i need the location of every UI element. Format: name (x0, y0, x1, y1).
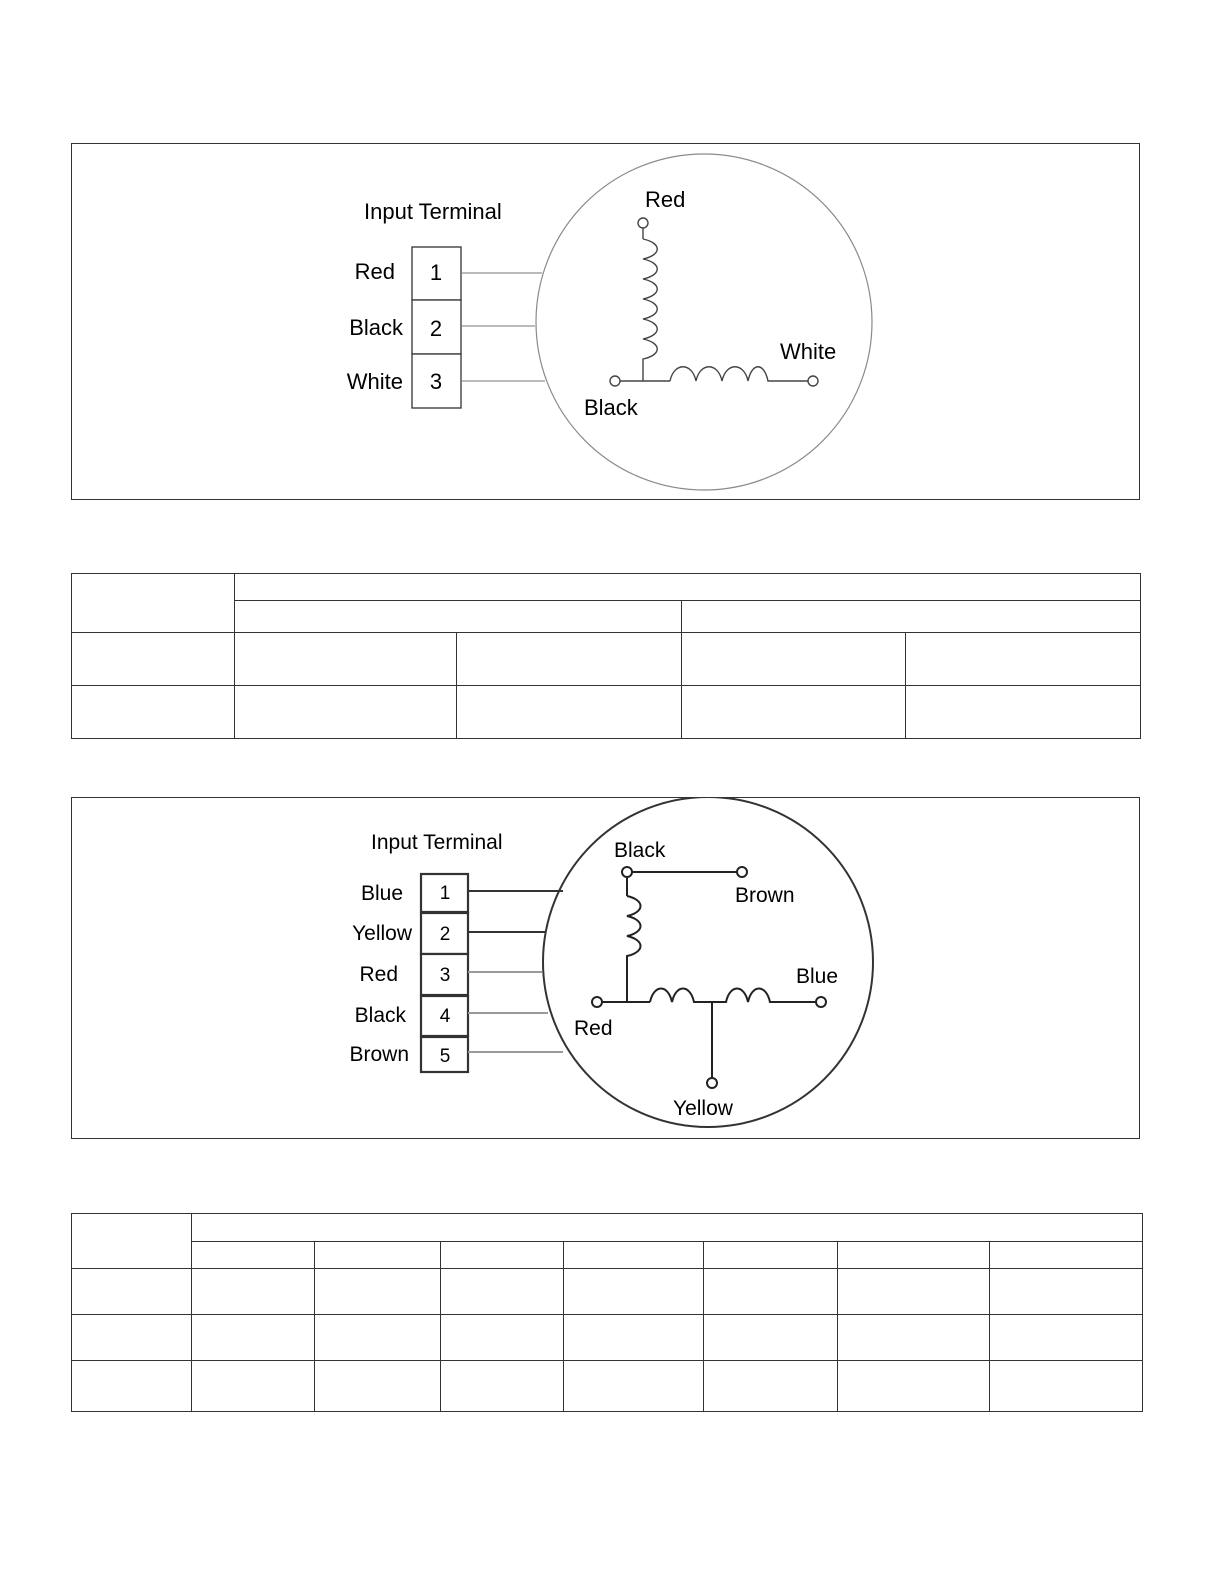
table-cell (990, 1361, 1143, 1412)
table-cell (457, 633, 682, 686)
terminal-label-2: Yellow (352, 922, 412, 945)
input-terminal-title: Input Terminal (364, 199, 502, 224)
table-cell (564, 1315, 704, 1361)
table-row (72, 1242, 1143, 1269)
terminal-number-2: 2 (439, 924, 451, 945)
left-horizontal-coil (650, 989, 712, 1003)
terminal-number-1: 1 (439, 883, 451, 904)
terminal-label-3: Red (359, 963, 398, 986)
table-row (72, 1315, 1143, 1361)
table-cell (838, 1242, 990, 1269)
terminal-leads (461, 273, 545, 381)
wiring-diagram-3-wire (71, 143, 1140, 500)
table-cell (838, 1269, 990, 1315)
table-row (72, 1269, 1143, 1315)
table-cell (315, 1269, 441, 1315)
red-node (592, 997, 602, 1007)
table-cell (682, 686, 906, 739)
table-cell (682, 601, 1141, 633)
wiring-diagram-3-wire-svg (72, 144, 1141, 501)
table-cell (441, 1361, 564, 1412)
motor-label-red: Red (574, 1017, 613, 1040)
data-table-2 (71, 1213, 1143, 1412)
black-node (610, 376, 620, 386)
terminal-number-3: 3 (429, 369, 443, 394)
terminal-number-1: 1 (429, 260, 443, 285)
terminal-label-1: Blue (360, 882, 403, 905)
terminal-number-3: 3 (439, 965, 451, 986)
table-cell (441, 1315, 564, 1361)
table-cell (704, 1242, 838, 1269)
motor-label-yellow: Yellow (673, 1097, 733, 1120)
table-cell (441, 1269, 564, 1315)
table-cell (192, 1315, 315, 1361)
table-cell (906, 633, 1141, 686)
table-cell (315, 1361, 441, 1412)
table-cell (990, 1315, 1143, 1361)
vertical-coil (627, 896, 641, 1002)
right-horizontal-coil (712, 989, 816, 1003)
table-cell (990, 1242, 1143, 1269)
table-cell (72, 1269, 192, 1315)
table-cell (72, 1214, 192, 1269)
wiring-diagram-5-wire-svg (72, 798, 1141, 1140)
input-terminal-title: Input Terminal (371, 831, 503, 854)
motor-housing-circle (543, 798, 873, 1127)
motor-label-black: Black (584, 395, 638, 420)
table-cell (72, 574, 235, 633)
table-cell (682, 633, 906, 686)
table-cell (192, 1269, 315, 1315)
terminal-number-2: 2 (429, 316, 443, 341)
motor-label-blue: Blue (796, 965, 839, 988)
table-cell (315, 1315, 441, 1361)
terminal-label-5: Brown (349, 1043, 409, 1066)
table-cell (72, 1315, 192, 1361)
motor-housing-circle (536, 154, 872, 490)
table-row (72, 1361, 1143, 1412)
motor-label-black: Black (614, 839, 666, 862)
horizontal-coil (670, 367, 808, 381)
motor-label-white: White (780, 339, 837, 364)
white-node (808, 376, 818, 386)
wiring-diagram-5-wire (71, 797, 1140, 1139)
table-cell (704, 1315, 838, 1361)
red-node (638, 218, 648, 228)
blue-node (816, 997, 826, 1007)
table-cell (704, 1269, 838, 1315)
table-cell (72, 1361, 192, 1412)
brown-node (737, 867, 747, 877)
table-cell (564, 1242, 704, 1269)
terminal-label-3: White (346, 369, 403, 394)
terminal-label-2: Black (349, 315, 403, 340)
table-cell (704, 1361, 838, 1412)
table-row (72, 574, 1141, 601)
table-cell (72, 686, 235, 739)
data-table-1 (71, 573, 1141, 739)
terminal-label-4: Black (354, 1004, 406, 1027)
terminal-label-1: Red (354, 259, 395, 284)
table-cell (192, 1242, 315, 1269)
terminal-number-4: 4 (439, 1006, 451, 1027)
table-cell (564, 1269, 704, 1315)
table-cell (235, 574, 1141, 601)
yellow-node (707, 1078, 717, 1088)
table-cell (235, 686, 457, 739)
terminal-number-5: 5 (439, 1046, 451, 1067)
table-cell (235, 601, 682, 633)
table-row (72, 1214, 1143, 1242)
table-cell (192, 1214, 1143, 1242)
table-cell (990, 1269, 1143, 1315)
table-cell (72, 633, 235, 686)
table-cell (564, 1361, 704, 1412)
table-cell (235, 633, 457, 686)
table-cell (315, 1242, 441, 1269)
table-cell (457, 686, 682, 739)
table-cell (906, 686, 1141, 739)
black-node (622, 867, 632, 877)
table-cell (192, 1361, 315, 1412)
table-cell (838, 1361, 990, 1412)
table-row (72, 686, 1141, 739)
table-cell (838, 1315, 990, 1361)
vertical-coil (643, 239, 657, 381)
motor-label-red: Red (645, 187, 686, 212)
table-cell (441, 1242, 564, 1269)
table-row (72, 633, 1141, 686)
motor-label-brown: Brown (735, 884, 795, 907)
